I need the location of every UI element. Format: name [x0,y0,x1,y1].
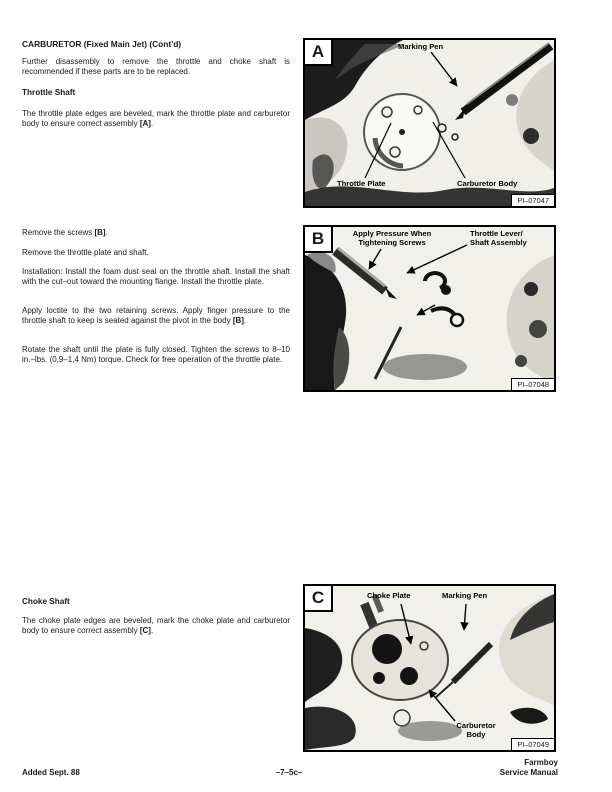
figure-c [303,584,556,752]
para-choke-plate-text: The choke plate edges are beveled, mark the choke plate and carburetor body to ensure correct assembly [22,616,290,635]
figure-ref-a: [A] [139,118,151,128]
figure-b-photo [305,227,554,390]
figure-b-label-apply-pressure-line2: Tightening Screws [358,237,426,247]
section-heading: CARBURETOR (Fixed Main Jet) (Cont'd) [22,39,182,49]
figure-b-label-apply-pressure [342,230,442,247]
figure-b-photo-id: PI–07048 [511,378,555,392]
figure-ref-b1: [B] [94,228,106,237]
para-loctite [22,306,290,325]
para-throttle-plate-text: The throttle plate edges are beveled, mark the throttle plate and carburetor body to ensure correct assembly [22,109,290,128]
para-rotate-shaft: Rotate the shaft until the plate is fully closed. Tighten the screws to 8–10 in.–lbs. (0,9–1,4 Nm) torque. Check for free operation of the throttle plate. [22,345,290,364]
para-choke-plate [22,616,290,635]
footer-manual-title-line2: Service Manual [499,767,558,777]
figure-c-photo-id: PI–07049 [511,738,555,752]
figure-b [303,225,556,392]
figure-a-photo-id: PI–07047 [511,194,555,208]
para-loctite-tail: . [243,315,247,325]
figure-a [303,38,556,208]
figure-ref-b2: [B] [232,315,244,325]
figure-c-label-carburetor-body [445,722,507,739]
figure-c-label-marking-pen: Marking Pen [442,591,488,600]
figure-b-label-throttle-lever-line1: Throttle Lever/ [470,229,523,238]
throttle-shaft-heading: Throttle Shaft [22,88,76,97]
para-remove-screws [22,228,290,238]
figure-c-photo [305,586,554,750]
figure-a-tag: A [303,38,333,66]
figure-c-label-carburetor-body-line1: Carburetor [456,721,496,730]
para-remove-plate: Remove the throttle plate and shaft. [22,248,149,257]
para-throttle-plate [22,109,290,128]
choke-shaft-heading: Choke Shaft [22,597,70,606]
para-installation: Installation: Install the foam dust seal on the throttle shaft. Install the shaft with the cut–out toward the mounting flange. Install the throttle plate. [22,267,290,286]
footer-page-number: –7–5c– [275,768,303,777]
figure-b-label-throttle-lever-line2: Shaft Assembly [470,237,527,247]
para-remove-screws-tail: . [105,228,108,237]
figure-ref-c: [C] [139,625,151,635]
footer-manual-title [500,758,558,777]
figure-c-label-choke-plate: Choke Plate [367,591,411,600]
figure-c-tag: C [303,584,333,612]
para-choke-plate-tail: . [150,625,154,635]
footer-manual-title-line1: Farmboy [524,758,558,767]
figure-b-label-apply-pressure-line1: Apply Pressure When [352,229,432,238]
para-loctite-text: Apply loctite to the two retaining screws. Apply finger pressure to the throttle shaft to keep is seated against the pivot in the body [22,306,290,325]
footer-revision-date: Added Sept. 88 [22,768,80,777]
figure-a-label-carburetor-body: Carburetor Body [457,179,518,188]
figure-b-label-throttle-lever [470,230,527,247]
figure-a-label-throttle-plate: Throttle Plate [337,179,386,188]
para-intro: Further disassembly to remove the throttle and choke shaft is recommended if these parts are to be replaced. [22,57,290,76]
para-remove-screws-text: Remove the screws [22,228,95,237]
figure-a-label-marking-pen: Marking Pen [398,42,444,51]
figure-b-tag: B [303,225,333,253]
figure-c-label-carburetor-body-line2: Body [466,729,486,739]
para-throttle-plate-tail: . [150,118,154,128]
